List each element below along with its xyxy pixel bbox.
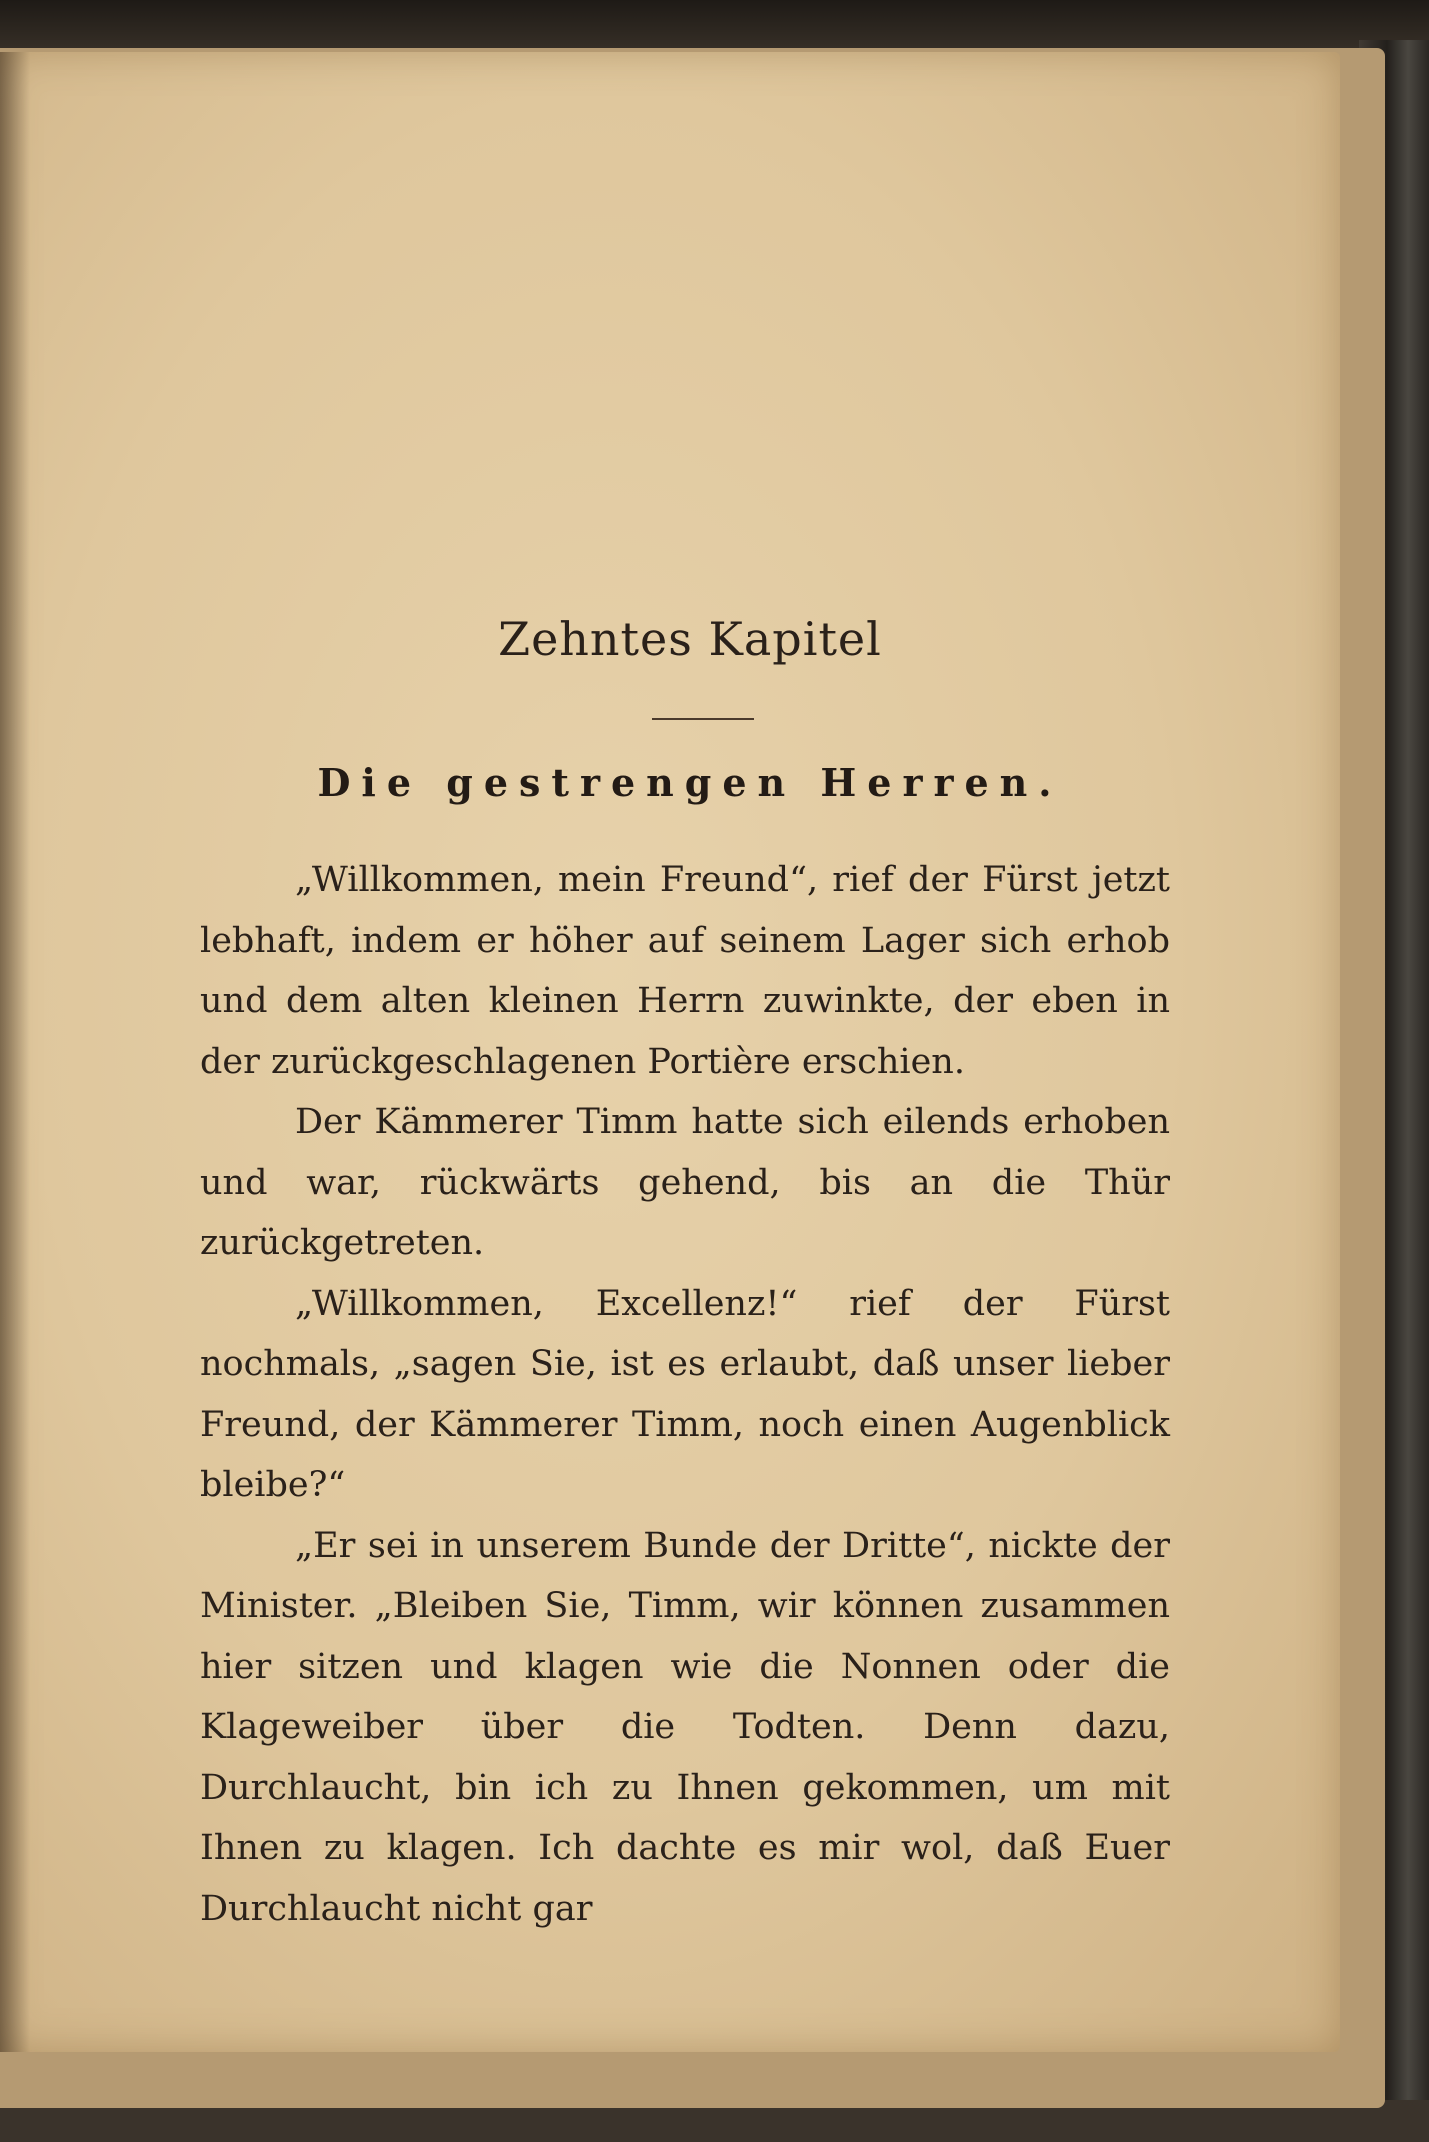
paragraph: „Willkommen, mein Freund“, rief der Fürst jetzt lebhaft, indem er höher auf seinem Lager sich erhob und dem alten kleinen Herrn zuwinkte, der eben in der zurückgeschlagenen Portière erschien.: [200, 860, 1170, 1082]
section-title: Die gestrengen Herren.: [317, 760, 1063, 805]
chapter-title: Zehntes Kapitel: [498, 612, 882, 666]
title-divider: [652, 718, 754, 720]
body-text: [200, 850, 1170, 1939]
page-gutter: [0, 52, 30, 2052]
paragraph: „Willkommen, Excellenz!“ rief der Fürst nochmals, „sagen Sie, ist es erlaubt, daß unser lieber Freund, der Kämmerer Timm, noch einen Augenblick bleibe?“: [200, 1283, 1170, 1505]
paragraph: Der Kämmerer Timm hatte sich eilends erhoben und war, rückwärts gehend, bis an die Thür zurückgetreten.: [200, 1102, 1170, 1263]
paragraph: „Er sei in unserem Bunde der Dritte“, nickte der Minister. „Bleiben Sie, Timm, wir können zusammen hier sitzen und klagen wie die Nonnen oder die Klageweiber über die Todten. Denn dazu, Durchlaucht, bin ich zu Ihnen gekommen, um mit Ihnen zu klagen. Ich dachte es mir wol, daß Euer Durchlaucht nicht gar: [200, 1525, 1170, 1929]
